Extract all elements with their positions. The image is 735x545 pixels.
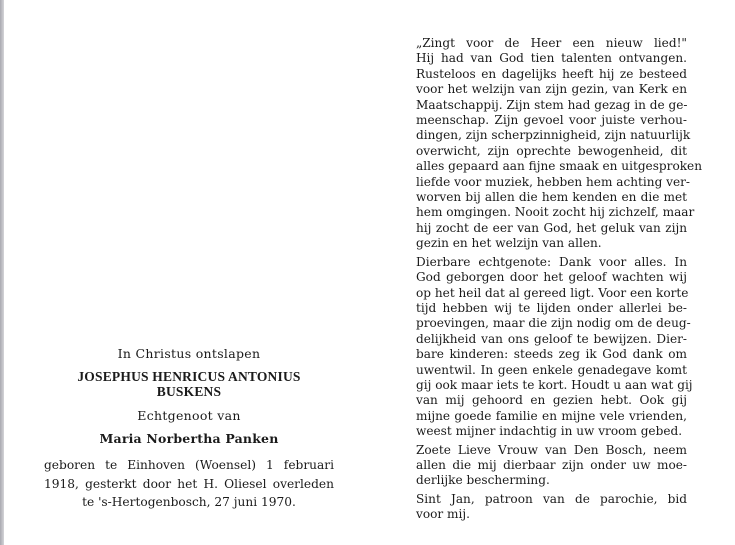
text-line: voor het welzijn van zijn gezin, van Kerk en — [416, 82, 687, 97]
text-line: Zoete Lieve Vrouw van Den Bosch, neem — [416, 442, 687, 457]
memorial-paragraph — [416, 443, 687, 489]
bio-line: te 's-Hertogenbosch, 27 juni 1970. — [82, 495, 296, 509]
text-line: proevingen, maar die zijn nodig om de deug- — [416, 316, 691, 331]
text-line: derlijke bescherming. — [416, 473, 550, 488]
deceased-name-line-2: BUSKENS — [156, 384, 222, 399]
text-line: weest mijner indachtig in uw vroom gebed. — [416, 424, 683, 439]
obituary-block — [44, 346, 334, 512]
text-line: tijd hebben wij te lijden onder allerlei be- — [416, 300, 687, 315]
text-line: bare kinderen: steeds zeg ik God dank om — [416, 347, 687, 362]
text-line: God geborgen door het geloof wachten wij — [416, 270, 687, 285]
text-line: Sint Jan, patroon van de parochie, bid — [416, 491, 687, 506]
card-left-panel — [4, 0, 380, 545]
text-line: Rusteloos en dagelijks heeft hij ze besteed — [416, 66, 687, 81]
text-line: Hij had van God tien talenten ontvangen. — [416, 51, 687, 66]
text-line: alles gepaard aan fijne smaak en uitgesproken — [416, 159, 702, 174]
bio-line: geboren te Einhoven (Woensel) 1 februari — [44, 458, 334, 472]
text-line: „Zingt voor de Heer een nieuw lied!" — [416, 36, 687, 50]
memorial-paragraph — [416, 492, 687, 523]
memorial-text — [416, 36, 702, 525]
text-line: gezin en het welzijn van allen. — [416, 236, 602, 251]
card-right-panel — [380, 0, 735, 545]
text-line: op het heil dat al gereed ligt. Voor een korte — [416, 285, 689, 300]
memorial-paragraph — [416, 36, 702, 252]
memorial-paragraph — [416, 254, 693, 440]
text-line: van mij gehoord en gezien hebt. Ook gij — [416, 393, 687, 408]
text-line: delijkheid van ons geloof te bewijzen. Dier- — [416, 331, 687, 346]
text-line: liefde voor muziek, hebben hem achting ver- — [416, 174, 691, 189]
text-line: allen die mij dierbaar zijn onder uw moe- — [416, 457, 687, 472]
spouse-name: Maria Norbertha Panken — [99, 431, 279, 446]
text-line: gij ook maar iets te kort. Houdt u aan wat gij — [416, 377, 693, 392]
text-line: Dierbare echtgenote: Dank voor alles. In — [416, 254, 687, 269]
text-line: worven bij allen die hem kenden en die met — [416, 190, 687, 205]
text-line: uwentwil. In geen enkele genadegave komt — [416, 362, 687, 377]
subtitle: In Christus ontslapen — [117, 346, 261, 361]
text-line: voor mij. — [416, 507, 470, 522]
text-line: dingen, zijn scherpzinnigheid, zijn natuurlijk — [416, 128, 691, 143]
deceased-name-line-1: JOSEPHUS HENRICUS ANTONIUS — [77, 369, 301, 384]
text-line: hem omgingen. Nooit zocht hij zichzelf, maar — [416, 205, 695, 220]
relation-label: Echtgenoot van — [137, 408, 241, 423]
text-line: Maatschappij. Zijn stem had gezag in de ge- — [416, 97, 688, 112]
text-line: meenschap. Zijn gevoel voor juiste verhou- — [416, 113, 687, 128]
text-line: hij zocht de eer van God, het geluk van zijn — [416, 220, 687, 235]
bio-line: 1918, gesterkt door het H. Oliesel overleden — [44, 476, 334, 491]
bio-text — [44, 456, 334, 512]
text-line: overwicht, zijn oprechte bewogenheid, dit — [416, 143, 687, 158]
text-line: mijne goede familie en mijne vele vrienden, — [416, 408, 687, 423]
